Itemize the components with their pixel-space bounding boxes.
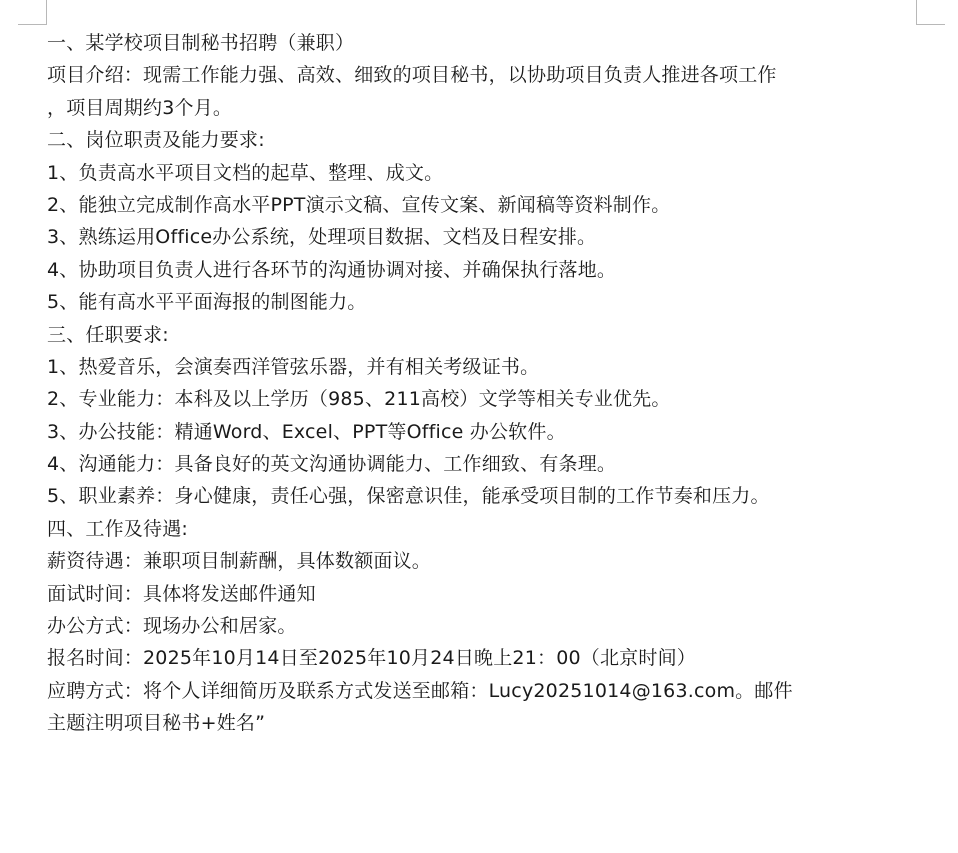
doc-line-responsibility-5: 5、能有高水平平面海报的制图能力。 — [47, 291, 367, 314]
page-corner-mark-right — [916, 0, 945, 25]
doc-line-requirement-2: 2、专业能力：本科及以上学历（985、211高校）文学等相关专业优先。 — [47, 388, 671, 411]
doc-line-salary: 薪资待遇：兼职项目制薪酬，具体数额面议。 — [47, 550, 432, 573]
doc-line-responsibility-1: 1、负责高水平项目文档的起草、整理、成文。 — [47, 161, 444, 184]
doc-line-requirement-1: 1、热爱音乐，会演奏西洋管弦乐器，并有相关考级证书。 — [47, 355, 540, 378]
doc-line-work-mode: 办公方式：现场办公和居家。 — [47, 615, 297, 638]
doc-line-requirement-3: 3、办公技能：精通Word、Excel、PPT等Office 办公软件。 — [47, 420, 566, 443]
doc-line-registration-period: 报名时间：2025年10月14日至2025年10月24日晚上21：00（北京时间） — [47, 647, 696, 670]
doc-line-application-method: 应聘方式：将个人详细简历及联系方式发送至邮箱：Lucy20251014@163.com。邮件 — [47, 679, 793, 702]
doc-line-responsibility-4: 4、协助项目负责人进行各环节的沟通协调对接、并确保执行落地。 — [47, 258, 617, 281]
doc-heading-requirements: 三、任职要求: — [47, 323, 169, 346]
doc-line-requirement-4: 4、沟通能力：具备良好的英文沟通协调能力、工作细致、有条理。 — [47, 453, 617, 476]
doc-line-responsibility-2: 2、能独立完成制作高水平PPT演示文稿、宣传文案、新闻稿等资料制作。 — [47, 193, 671, 216]
doc-heading-recruitment: 一、某学校项目制秘书招聘（兼职） — [47, 32, 355, 54]
page-corner-mark-left — [18, 0, 47, 25]
doc-heading-compensation: 四、工作及待遇: — [47, 517, 189, 540]
doc-line-responsibility-3: 3、熟练运用Office办公系统，处理项目数据、文档及日程安排。 — [47, 226, 597, 249]
doc-line-application-method-continued: 主题注明项目秘书+姓名” — [47, 712, 266, 735]
doc-line-interview-time: 面试时间：具体将发送邮件通知 — [47, 582, 316, 605]
doc-line-project-intro-continued: ，项目周期约3个月。 — [47, 96, 233, 119]
document-body — [47, 27, 927, 740]
doc-line-project-intro: 项目介绍：现需工作能力强、高效、细致的项目秘书，以协助项目负责人推进各项工作 — [47, 64, 777, 87]
doc-heading-responsibilities: 二、岗位职责及能力要求: — [47, 129, 265, 152]
doc-line-requirement-5: 5、职业素养：身心健康，责任心强，保密意识佳，能承受项目制的工作节奏和压力。 — [47, 485, 770, 508]
